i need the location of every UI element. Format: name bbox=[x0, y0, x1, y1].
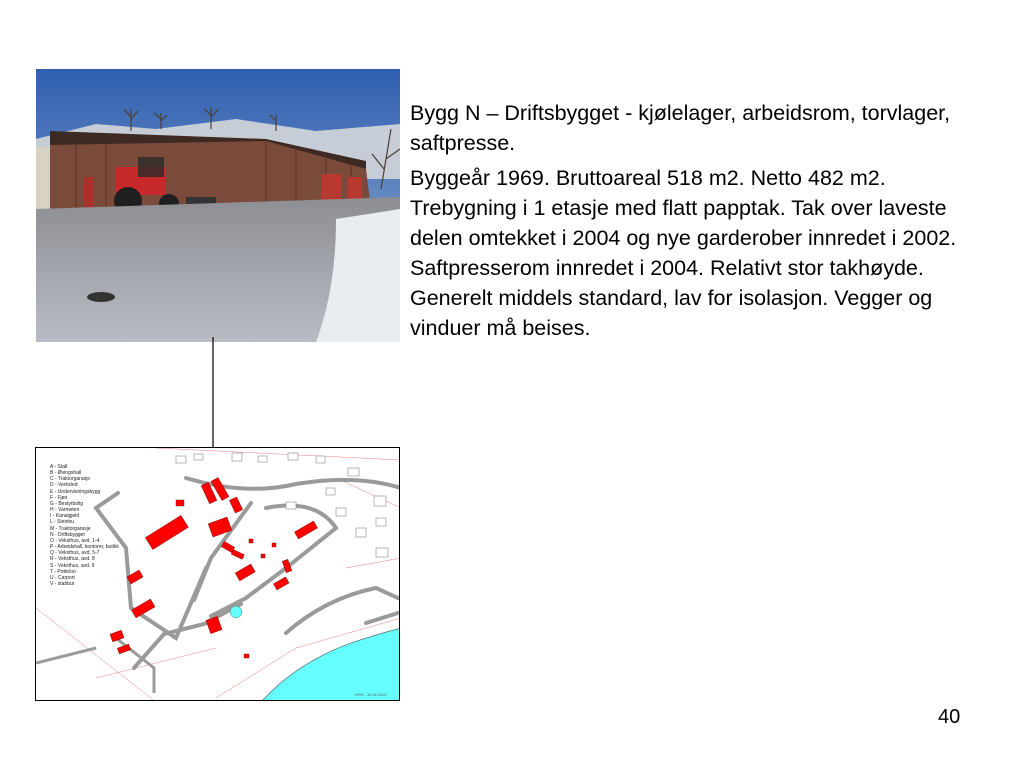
legend-item: M - Traktorgarasje bbox=[50, 525, 91, 532]
legend-item: V - stabbur bbox=[50, 580, 75, 587]
legend-item: L - Steinbu bbox=[50, 519, 74, 526]
description-body: Byggeår 1969. Bruttoareal 518 m2. Netto 482 m2. Trebygning i 1 etasje med flatt papptak. Tak over laveste delen omtekket i 2004 og nye garderober innredet i 2002. Saftpresserom innredet i 2004. Relativt stor takhøyde. Generelt middels standard, lav for isolasjon. Vegger og vinduer må beises. bbox=[410, 166, 957, 340]
description-text bbox=[410, 98, 995, 348]
legend-item: P - Arbeidshall, kontorer, butikk bbox=[50, 544, 119, 551]
legend-item: Q - Veksthus, avd. 5-7 bbox=[50, 550, 100, 557]
site-map bbox=[35, 447, 400, 701]
page-number: 40 bbox=[938, 706, 961, 728]
legend-item: G - Bestyrbolig bbox=[50, 500, 84, 507]
legend-item: D - Verksted bbox=[50, 482, 78, 489]
legend-item: O - Veksthus, avd. 1-4 bbox=[50, 537, 100, 544]
legend-item: B - Øvingshall bbox=[50, 470, 82, 477]
legend-item: T - Potteloo bbox=[50, 568, 76, 575]
map-credit: KPH - 15.01.2007 bbox=[355, 692, 387, 697]
legend-item: I - Kanalgjeld bbox=[50, 513, 80, 520]
legend-item: S - Veksthus, avd. 9 bbox=[50, 562, 95, 569]
legend-item: A - Stall bbox=[50, 464, 68, 470]
legend-item: N - Driftsbygget bbox=[50, 531, 85, 538]
legend-item: H - Varmeten bbox=[50, 507, 80, 514]
legend-item: R - Veksthus, avd. 8 bbox=[50, 556, 95, 563]
legend-item: C - Traktorgarasje bbox=[50, 476, 91, 483]
legend-item: F - Fjøs bbox=[50, 494, 68, 501]
map-legend bbox=[50, 464, 119, 587]
legend-item: U - Carport bbox=[50, 574, 75, 581]
building-photo bbox=[36, 69, 400, 342]
legend-item: E - Undervisningsbygg bbox=[50, 488, 101, 495]
description-heading: Bygg N – Driftsbygget - kjølelager, arbeidsrom, torvlager, saftpresse. bbox=[410, 101, 951, 155]
